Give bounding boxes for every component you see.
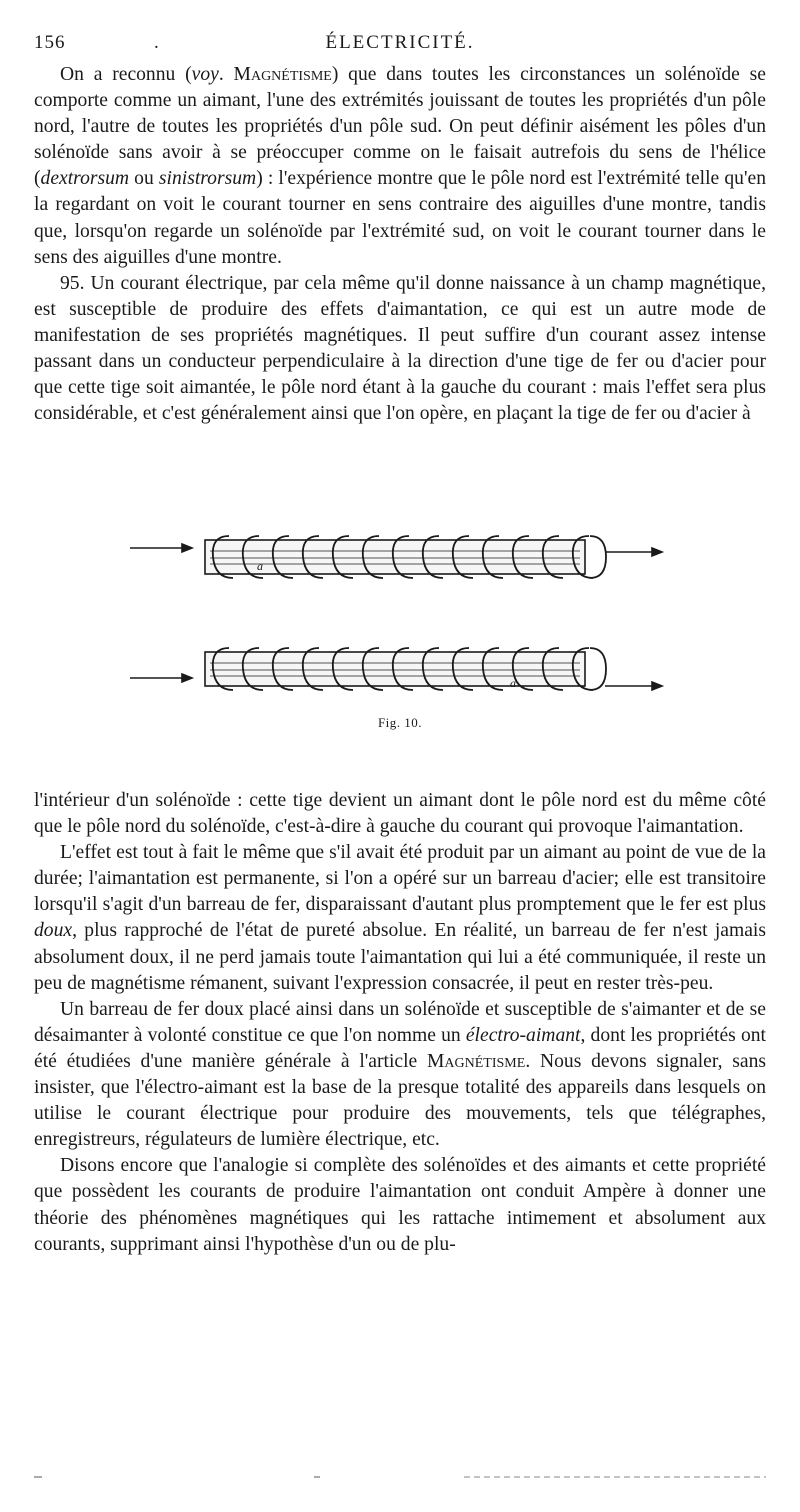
label-a-bottom: a: [510, 676, 516, 690]
solenoid-top: [130, 536, 662, 578]
coil-end-turn: [590, 648, 606, 690]
solenoid-bottom: [130, 648, 662, 690]
text-block-lower: [34, 788, 766, 1258]
figure-caption: Fig. 10.: [377, 715, 423, 730]
page-number: 156: [34, 32, 66, 53]
text-block-upper: [34, 62, 766, 427]
arrow-right-icon: [182, 674, 192, 682]
label-a-top: a: [257, 559, 263, 573]
coil-end-turn: [590, 536, 606, 578]
arrow-right-icon: [182, 544, 192, 552]
header-separator: .: [154, 32, 160, 53]
running-title: ÉLECTRICITÉ.: [325, 32, 475, 53]
paragraph-solenoid-poles: On a reconnu (voy. Magnétisme) que dans toutes les circonstances un solénoïde se comporte comme un aimant, l'une des extrémités jouissant de toutes les propriétés d'un pôle nord, l'autre de toutes les propriétés d'un pôle sud. On peut définir aisément les pôles d'un solénoïde sans avoir à se préoccuper comme on le faisait autrefois du sens de l'hélice (dextrorsum ou sinistrorsum) : l'expérience montre que le pôle nord est l'extrémité telle qu'en la regardant on voit le courant tourner en sens contraire des aiguilles d'une montre, tandis que, lorsqu'on regarde un solénoïde par l'extrémité sud, on voit le courant tourner dans le sens des aiguilles d'une montre.: [34, 64, 766, 268]
arrow-right-icon: [652, 548, 662, 556]
paragraph-ampere: Disons encore que l'analogie si complète des solénoïdes et des aimants et cette propriété que possèdent les courants de produire l'aimantation ont conduit Ampère à donner une théorie des phénomènes magnétiques qui les rattache intimement et absolument aux courants, supprimant ainsi l'hypothèse d'un ou de plu-: [34, 1155, 766, 1255]
page-header: [34, 32, 766, 60]
section-number: 95.: [60, 272, 85, 294]
figure-solenoids: [120, 520, 680, 740]
paragraph-95: 95. Un courant électrique, par cela même qu'il donne naissance à un champ magnétique, est susceptible de produire des effets d'aimantation, ce qui est un autre mode de manifestation de ses propriétés magnétiques. Il peut suffire d'un courant assez intense passant dans un conducteur perpendiculaire à la direction d'une tige de fer ou d'acier pour que cette tige soit aimantée, le pôle nord étant à la gauche du courant : mais l'effet sera plus considérable, et c'est généralement ainsi que l'on opère, en plaçant la tige de fer ou d'acier à: [34, 272, 766, 425]
footer-rule: [34, 1474, 766, 1480]
iron-core-bottom: [205, 652, 585, 686]
paragraph-effect: L'effet est tout à fait le même que s'il avait été produit par un aimant au point de vue de la durée; l'aimantation est permanente, si l'on a opéré sur un barreau d'acier; elle est transitoire lorsqu'il s'agit d'un barreau de fer, disparaissant d'autant plus promptement que le fer est plus doux, plus rapproché de l'état de pureté absolue. En réalité, un barreau de fer n'est jamais absolument doux, il ne perd jamais toute l'aimantation qui lui a été communiquée, il reste un peu de magnétisme rémanent, suivant l'expression consacrée, il peut en rester très-peu.: [34, 842, 766, 994]
paragraph-continuation: l'intérieur d'un solénoïde : cette tige devient un aimant dont le pôle nord est du même côté que le pôle nord du solénoïde, c'est-à-dire à gauche du courant qui provoque l'aimantation.: [34, 790, 766, 838]
arrow-right-icon: [652, 682, 662, 690]
paragraph-electro-aimant: Un barreau de fer doux placé ainsi dans un solénoïde et susceptible de s'aimanter et de se désaimanter à volonté constitue ce que l'on nomme un électro-aimant, dont les propriétés ont été étudiées d'une manière générale à l'article Magnétisme. Nous devons signaler, sans insister, que l'électro-aimant est la base de la presque totalité des appareils dans lesquels on utilise le courant électrique pour produire des mouvements, tels que télégraphes, enregistreurs, régulateurs de lumière électrique, etc.: [34, 998, 766, 1151]
